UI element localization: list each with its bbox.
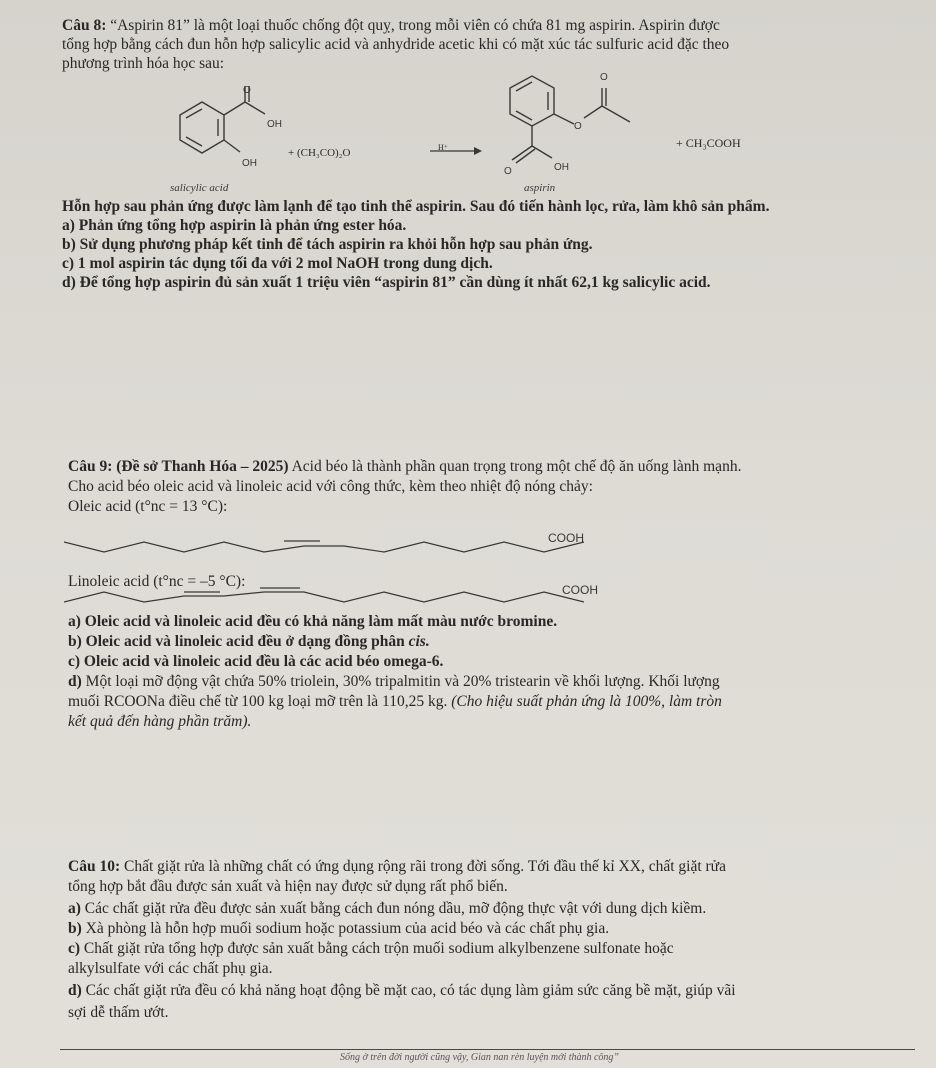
q8-statement-b: b) Sử dụng phương pháp kết tinh để tách aspirin ra khỏi hỗn hợp sau phản ứng. [62,236,593,253]
q9-statement-b: b) Oleic acid và linoleic acid đều ở dạng đồng phân cis. [68,633,430,650]
q9-line-2: Cho acid béo oleic acid và linoleic acid với công thức, kèm theo nhiệt độ nóng chảy: [68,478,593,495]
salicylic-acid-structure [150,80,310,190]
q10-statement-a: a) Các chất giặt rửa đều được sản xuất bằng cách đun nóng dầu, mỡ động thực vật với dung dịch kiềm. [68,900,707,917]
q8-intro: Hỗn hợp sau phản ứng được làm lạnh để tạo tinh thể aspirin. Sau đó tiến hành lọc, rửa, làm khô sản phẩm. [62,198,770,215]
q10-line-2: tổng hợp bắt đầu được sản xuất và hiện nay được sử dụng rất phổ biến. [68,878,508,895]
q9-statement-d-line-2: muối RCOONa điều chế từ 100 kg loại mỡ trên là 110,25 kg. (Cho hiệu suất phản ứng là 100%, làm tròn [68,693,722,710]
linoleic-acid-label: Linoleic acid (t°nc = –5 °C): [68,573,246,590]
q10-statement-d-line-2: sợi dễ thấm ướt. [68,1004,169,1021]
q9-statement-d-line-3: kết quả đến hàng phần trăm). [68,713,252,730]
q8-line-3: phương trình hóa học sau: [62,55,225,72]
atom-o-ester: O [574,121,582,132]
q9-statement-a: a) Oleic acid và linoleic acid đều có khả năng làm mất màu nước bromine. [68,613,558,630]
q8-line-2: tổng hợp bằng cách đun hỗn hợp salicylic acid và anhydride acetic khi có mặt xúc tác sulfuric acid đặc theo [62,36,730,53]
q8-statement-c: c) 1 mol aspirin tác dụng tối đa với 2 mol NaOH trong dung dịch. [62,255,493,272]
aspirin-structure [490,66,650,184]
q8-statement-a: a) Phản ứng tổng hợp aspirin là phản ứng ester hóa. [62,217,407,234]
q8-line-1: Câu 8: “Aspirin 81” là một loại thuốc chống đột quỵ, trong mỗi viên có chứa 81 mg aspirin. Aspirin được [62,17,720,34]
q10-line-1: Câu 10: Chất giặt rửa là những chất có ứng dụng rộng rãi trong đời sống. Tới đầu thế kỉ XX, chất giặt rửa [68,858,726,875]
oleic-acid-label: Oleic acid (t°nc = 13 °C): [68,498,228,515]
q8-number: Câu 8: [62,17,107,34]
q10-statement-c-line-1: c) Chất giặt rửa tổng hợp được sản xuất bằng cách trộn muối sodium alkylbenzene sulfonate hoặc [68,940,674,957]
q10-statement-d-line-1: d) Các chất giặt rửa đều có khả năng hoạt động bề mặt cao, có tác dụng làm giảm sức căng bề mặt, giúp vãi [68,982,736,999]
footer-rule [60,1049,915,1050]
catalyst-label: H⁺ [438,143,448,152]
caption-salicylic-acid: salicylic acid [170,182,229,194]
byproduct-acetic-acid: + CH₃COOH [676,136,741,150]
atom-o-acid: O [504,166,512,177]
q9-statement-c: c) Oleic acid và linoleic acid đều là các acid béo omega-6. [68,653,444,670]
atom-o: O [243,85,251,96]
footer-quote: Sống ở trên đời người cũng vậy, Gian nan rèn luyện mới thành công” [340,1052,619,1063]
q9-statement-d-line-1: d) Một loại mỡ động vật chứa 50% triolein, 30% tripalmitin và 20% tristearin về khối lượng. Khối lượng [68,673,720,690]
reagent-acetic-anhydride: + (CH₃CO)₂O [288,147,351,159]
q8-statement-d: d) Để tổng hợp aspirin đủ sản xuất 1 triệu viên “aspirin 81” cần dùng ít nhất 62,1 kg salicylic acid. [62,274,711,291]
reaction-arrow [430,146,482,156]
q9-line-1: Câu 9: (Đề sở Thanh Hóa – 2025) Acid béo là thành phần quan trọng trong một chế độ ăn uống lành mạnh. [68,458,742,475]
oleic-cooh: COOH [548,531,584,545]
caption-aspirin: aspirin [524,182,556,194]
q9-heading: Câu 9: (Đề sở Thanh Hóa – 2025) [68,458,289,475]
atom-oh-acid: OH [267,119,282,130]
atom-o-carbonyl: O [600,72,608,83]
atom-oh-phenol: OH [242,158,257,169]
q10-heading: Câu 10: [68,858,121,875]
atom-oh-aspirin: OH [554,162,569,173]
linoleic-cooh: COOH [562,583,598,597]
q10-statement-b: b) Xà phòng là hỗn hợp muối sodium hoặc potassium của acid béo và các chất phụ gia. [68,920,610,937]
q10-statement-c-line-2: alkylsulfate với các chất phụ gia. [68,960,273,977]
fatty-acid-chains [64,530,624,610]
